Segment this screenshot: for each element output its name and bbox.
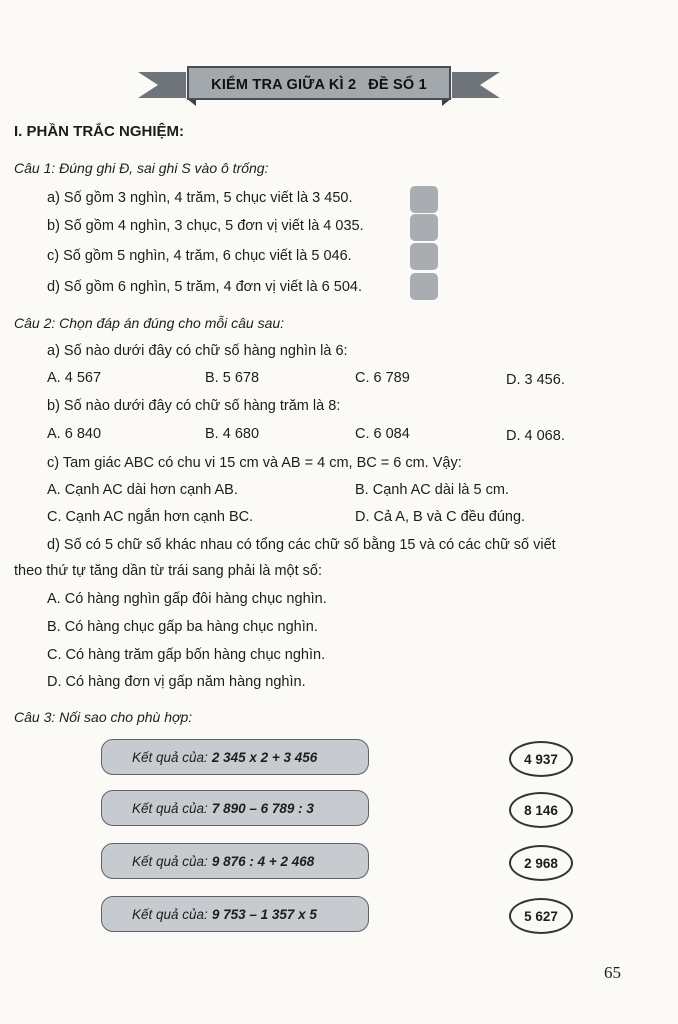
q2b-option-d[interactable]: D. 4 068. xyxy=(506,428,565,444)
q2a-option-a[interactable]: A. 4 567 xyxy=(47,370,102,386)
q2b-option-c[interactable]: C. 6 084 xyxy=(355,426,410,442)
q2c-option-c[interactable]: C. Cạnh AC ngắn hơn cạnh BC. xyxy=(47,509,254,525)
expression-card-4[interactable] xyxy=(101,896,369,932)
result-oval-4[interactable]: 5 627 xyxy=(509,898,573,934)
result-oval-2[interactable]: 8 146 xyxy=(509,792,573,828)
q2a-option-d[interactable]: D. 3 456. xyxy=(506,372,565,388)
q2c-option-d[interactable]: D. Cả A, B và C đều đúng. xyxy=(355,509,526,525)
question-1-prompt: Câu 1: Đúng ghi Đ, sai ghi S vào ô trống: xyxy=(14,160,269,176)
answer-box-b[interactable] xyxy=(410,214,438,241)
expression-value: 9 876 : 4 + 2 468 xyxy=(211,853,315,869)
answer-box-a[interactable] xyxy=(410,186,438,213)
q2b-option-b[interactable]: B. 4 680 xyxy=(205,426,260,442)
q2c-stem: c) Tam giác ABC có chu vi 15 cm và AB = 4 cm, BC = 6 cm. Vậy: xyxy=(47,455,462,471)
answer-box-d[interactable] xyxy=(410,273,438,300)
q2a-option-b[interactable]: B. 5 678 xyxy=(205,370,260,386)
question-2-prompt: Câu 2: Chọn đáp án đúng cho mỗi câu sau: xyxy=(14,315,285,331)
q2b-option-a[interactable]: A. 6 840 xyxy=(47,426,102,442)
exam-title xyxy=(190,72,448,98)
exam-title-main: KIỂM TRA GIỮA KÌ 2 xyxy=(211,77,357,93)
section-title: I. PHẦN TRẮC NGHIỆM: xyxy=(14,123,184,140)
q2d-stem-line2: theo thứ tự tăng dần từ trái sang phải là một số: xyxy=(14,563,323,579)
expression-value: 9 753 – 1 357 x 5 xyxy=(211,906,317,922)
q2d-option-c[interactable]: C. Có hàng trăm gấp bốn hàng chục nghìn. xyxy=(47,647,326,663)
page-number: 65 xyxy=(604,963,621,982)
result-oval-3[interactable]: 2 968 xyxy=(509,845,573,881)
q2b-stem: b) Số nào dưới đây có chữ số hàng trăm là 8: xyxy=(47,398,341,414)
expression-value: 7 890 – 6 789 : 3 xyxy=(211,800,314,816)
q2a-stem: a) Số nào dưới đây có chữ số hàng nghìn là 6: xyxy=(47,343,348,359)
answer-box-c[interactable] xyxy=(410,243,438,270)
q2d-option-b[interactable]: B. Có hàng chục gấp ba hàng chục nghìn. xyxy=(47,619,318,635)
expression-prefix: Kết quả của: xyxy=(132,906,208,922)
q2d-option-a[interactable]: A. Có hàng nghìn gấp đôi hàng chục nghìn. xyxy=(47,591,327,607)
q2c-option-a[interactable]: A. Cạnh AC dài hơn cạnh AB. xyxy=(47,482,238,498)
q2d-option-d[interactable]: D. Có hàng đơn vị gấp năm hàng nghìn. xyxy=(47,674,306,690)
q2a-option-c[interactable]: C. 6 789 xyxy=(355,370,410,386)
expression-card-1[interactable] xyxy=(101,739,369,775)
result-oval-1[interactable]: 4 937 xyxy=(509,741,573,777)
q1-item-c: c) Số gồm 5 nghìn, 4 trăm, 6 chục viết là 5 046. xyxy=(47,248,352,264)
expression-value: 2 345 x 2 + 3 456 xyxy=(211,749,318,765)
expression-prefix: Kết quả của: xyxy=(132,800,208,816)
q2d-stem-line1: d) Số có 5 chữ số khác nhau có tổng các chữ số bằng 15 và có các chữ số viết xyxy=(47,537,556,553)
expression-prefix: Kết quả của: xyxy=(132,853,208,869)
question-3-prompt: Câu 3: Nối sao cho phù hợp: xyxy=(14,709,193,725)
expression-prefix: Kết quả của: xyxy=(132,749,208,765)
expression-card-3[interactable] xyxy=(101,843,369,879)
q2c-option-b[interactable]: B. Cạnh AC dài là 5 cm. xyxy=(355,482,509,498)
q1-item-b: b) Số gồm 4 nghìn, 3 chục, 5 đơn vị viết là 4 035. xyxy=(47,218,364,234)
q1-item-d: d) Số gồm 6 nghìn, 5 trăm, 4 đơn vị viết là 6 504. xyxy=(47,279,362,295)
expression-card-2[interactable] xyxy=(101,790,369,826)
q1-item-a: a) Số gồm 3 nghìn, 4 trăm, 5 chục viết là 3 450. xyxy=(47,190,353,206)
exam-number: ĐỀ SỐ 1 xyxy=(368,77,427,93)
